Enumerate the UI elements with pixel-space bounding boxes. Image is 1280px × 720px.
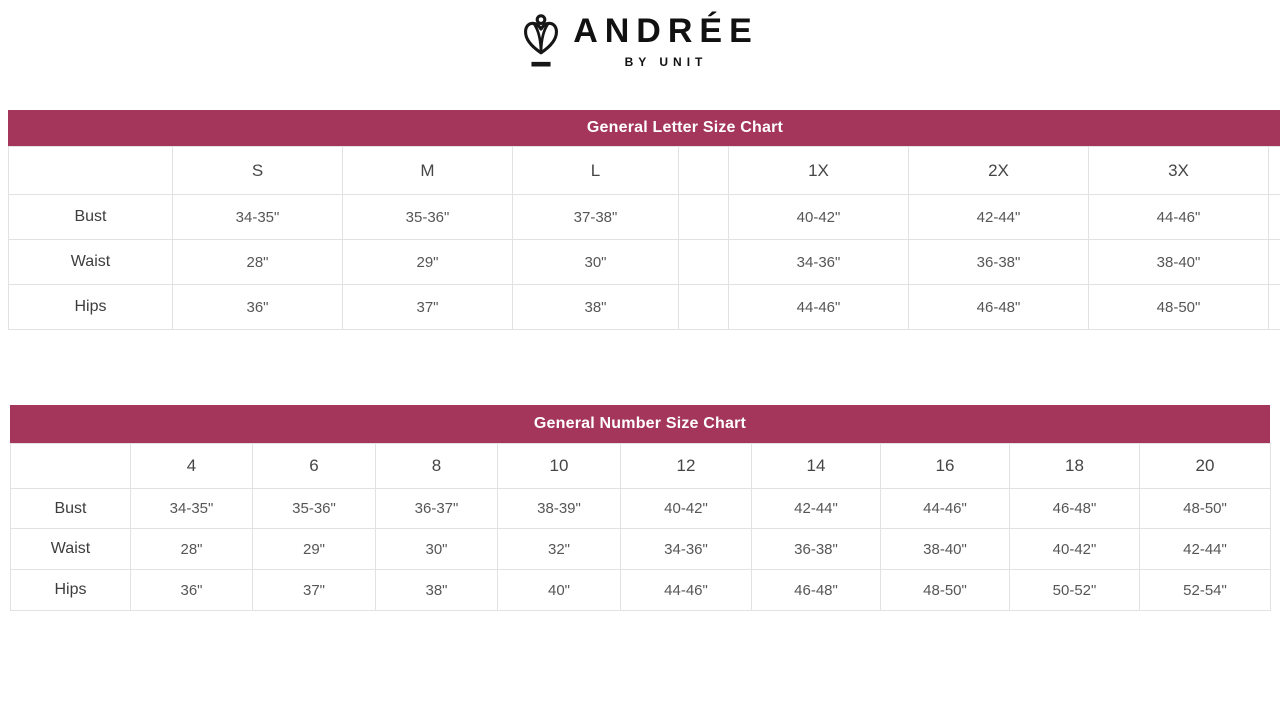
- size-value-cell: 38-40": [881, 529, 1010, 570]
- brand-logo: [0, 12, 1280, 70]
- size-value-cell: 35-36": [253, 489, 376, 529]
- table-row-waist: [11, 529, 1271, 570]
- size-value-cell: 28": [173, 240, 343, 285]
- size-value-cell: 38-40": [1089, 240, 1269, 285]
- size-value-cell: 37": [253, 570, 376, 611]
- letter-size-chart: [8, 110, 1280, 330]
- size-value-cell: 46-48": [752, 570, 881, 611]
- column-header-16: 16: [881, 444, 1010, 489]
- column-header-12: 12: [621, 444, 752, 489]
- size-value-cell: 40-42": [621, 489, 752, 529]
- column-header-4: 4: [131, 444, 253, 489]
- size-value-cell: 42-44": [1140, 529, 1271, 570]
- size-value-cell: 38": [513, 285, 679, 330]
- letter-size-table: [8, 146, 1280, 330]
- column-header-1x: 1X: [729, 147, 909, 195]
- column-header-s: S: [173, 147, 343, 195]
- table-row-hips: [11, 570, 1271, 611]
- size-value-cell: 48-50": [881, 570, 1010, 611]
- size-value-cell: 30": [513, 240, 679, 285]
- size-value-cell: 30": [376, 529, 498, 570]
- size-value-cell: 29": [343, 240, 513, 285]
- size-value-cell: 36-38": [909, 240, 1089, 285]
- row-label-bust: Bust: [11, 489, 131, 529]
- row-label-waist: Waist: [11, 529, 131, 570]
- overflow-cell: [1269, 285, 1280, 330]
- size-value-cell: 35-36": [343, 195, 513, 240]
- overflow-cell: [1269, 147, 1280, 195]
- letter-chart-title: General Letter Size Chart: [586, 119, 784, 136]
- corner-cell: [9, 147, 173, 195]
- size-value-cell: 34-36": [729, 240, 909, 285]
- row-label-hips: Hips: [11, 570, 131, 611]
- overflow-cell: [1269, 240, 1280, 285]
- size-value-cell: 36": [173, 285, 343, 330]
- corner-cell: [11, 444, 131, 489]
- size-value-cell: 32": [498, 529, 621, 570]
- spacer-cell: [679, 240, 729, 285]
- size-value-cell: 42-44": [752, 489, 881, 529]
- column-header-3x: 3X: [1089, 147, 1269, 195]
- spacer-cell: [679, 147, 729, 195]
- size-value-cell: 37-38": [513, 195, 679, 240]
- number-size-chart: [10, 405, 1270, 611]
- size-value-cell: 36-38": [752, 529, 881, 570]
- brand-tagline: BY UNIT: [624, 54, 708, 69]
- brand-name: ANDRÉE: [573, 12, 759, 51]
- size-value-cell: 46-48": [1010, 489, 1140, 529]
- table-row-waist: [9, 240, 1280, 285]
- column-header-18: 18: [1010, 444, 1140, 489]
- column-header-20: 20: [1140, 444, 1271, 489]
- row-label-bust: Bust: [9, 195, 173, 240]
- size-value-cell: 34-36": [621, 529, 752, 570]
- size-value-cell: 42-44": [909, 195, 1089, 240]
- size-value-cell: 46-48": [909, 285, 1089, 330]
- size-value-cell: 44-46": [881, 489, 1010, 529]
- size-value-cell: 29": [253, 529, 376, 570]
- size-value-cell: 34-35": [173, 195, 343, 240]
- size-value-cell: 48-50": [1140, 489, 1271, 529]
- size-value-cell: 52-54": [1140, 570, 1271, 611]
- column-header-2x: 2X: [909, 147, 1089, 195]
- size-value-cell: 38": [376, 570, 498, 611]
- table-row-bust: [11, 489, 1271, 529]
- spacer-cell: [679, 195, 729, 240]
- column-header-m: M: [343, 147, 513, 195]
- size-value-cell: 50-52": [1010, 570, 1140, 611]
- column-header-8: 8: [376, 444, 498, 489]
- size-value-cell: 40-42": [729, 195, 909, 240]
- size-value-cell: 40-42": [1010, 529, 1140, 570]
- brand-text-block: [573, 13, 759, 68]
- column-header-14: 14: [752, 444, 881, 489]
- size-value-cell: 44-46": [1089, 195, 1269, 240]
- letter-chart-title-bar: [8, 110, 1280, 146]
- size-value-cell: 34-35": [131, 489, 253, 529]
- table-row-hips: [9, 285, 1280, 330]
- size-value-cell: 36": [131, 570, 253, 611]
- size-value-cell: 44-46": [621, 570, 752, 611]
- size-value-cell: 28": [131, 529, 253, 570]
- size-value-cell: 37": [343, 285, 513, 330]
- spacer-cell: [679, 285, 729, 330]
- column-header-6: 6: [253, 444, 376, 489]
- column-header-l: L: [513, 147, 679, 195]
- tulip-logo-icon: [521, 12, 561, 70]
- number-chart-title-bar: [10, 405, 1270, 443]
- size-value-cell: 38-39": [498, 489, 621, 529]
- size-value-cell: 40": [498, 570, 621, 611]
- size-value-cell: 44-46": [729, 285, 909, 330]
- row-label-hips: Hips: [9, 285, 173, 330]
- number-size-table: [10, 443, 1271, 611]
- size-value-cell: 48-50": [1089, 285, 1269, 330]
- number-chart-title: General Number Size Chart: [533, 415, 747, 432]
- row-label-waist: Waist: [9, 240, 173, 285]
- size-value-cell: 36-37": [376, 489, 498, 529]
- overflow-cell: [1269, 195, 1280, 240]
- column-header-10: 10: [498, 444, 621, 489]
- table-row-bust: [9, 195, 1280, 240]
